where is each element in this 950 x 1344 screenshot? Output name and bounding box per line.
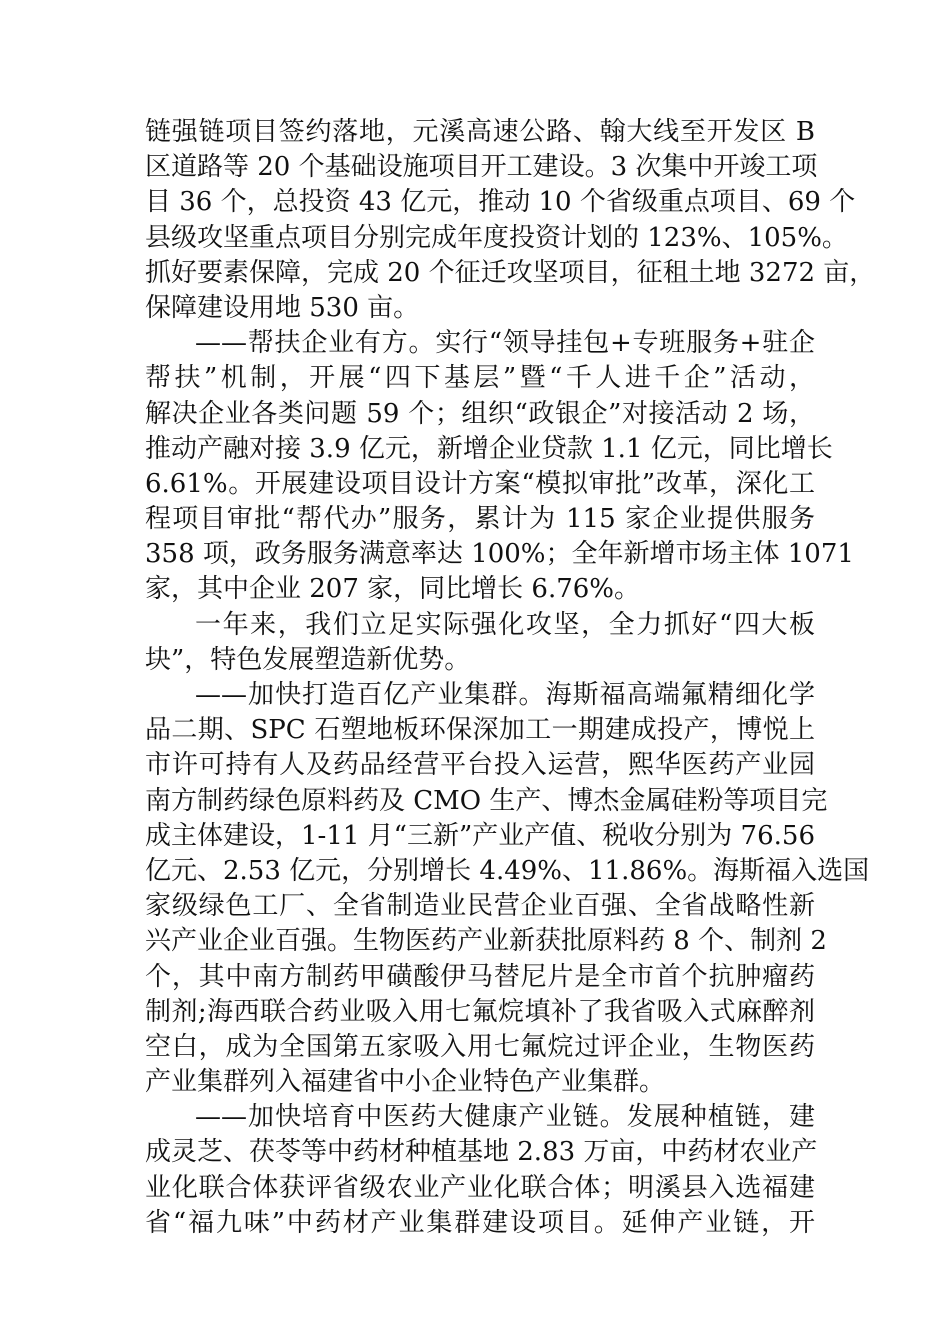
- text-line: 产业集群列入福建省中小企业特色产业集群。: [145, 1067, 666, 1098]
- text-line: 保障建设用地 530 亩。: [145, 292, 420, 323]
- text-line: 帮扶”机制，开展“四下基层”暨“千人进千企”活动，: [145, 363, 815, 394]
- text-line: 亿元、2.53 亿元，分别增长 4.49%、11.86%。海斯福入选国: [145, 855, 870, 886]
- text-line: 链强链项目签约落地，元溪高速公路、翰大线至开发区 B: [145, 117, 815, 147]
- text-line: 兴产业企业百强。生物医药产业新获批原料药 8 个、制剂 2: [145, 926, 827, 957]
- text-line: 县级攻坚重点项目分别完成年度投资计划的 123%、105%。: [145, 222, 848, 253]
- text-line: 品二期、SPC 石塑地板环保深加工一期建成投产，博悦上: [145, 715, 815, 746]
- text-line: 省“福九味”中药材产业集群建设项目。延伸产业链，开: [145, 1207, 815, 1238]
- body-text: [145, 115, 876, 1241]
- text-line: 一年来，我们立足实际强化攻坚，全力抓好“四大板: [195, 609, 815, 640]
- text-line: 成灵芝、茯苓等中药材种植基地 2.83 万亩，中药材农业产: [145, 1137, 818, 1168]
- text-line: 区道路等 20 个基础设施项目开工建设。3 次集中开竣工项: [145, 152, 818, 183]
- text-line: ——加快打造百亿产业集群。海斯福高端氟精细化学: [195, 680, 815, 710]
- text-line: 市许可持有人及药品经营平台投入运营，熙华医药产业园: [145, 750, 815, 781]
- text-line: 空白，成为全国第五家吸入用七氟烷过评企业，生物医药: [145, 1031, 815, 1062]
- text-line: 块”，特色发展塑造新优势。: [145, 644, 471, 675]
- text-line: 家级绿色工厂、全省制造业民营企业百强、全省战略性新: [145, 891, 815, 922]
- text-line: 程项目审批“帮代办”服务，累计为 115 家企业提供服务: [145, 504, 815, 535]
- text-line: ——加快培育中医药大健康产业链。发展种植链，建: [195, 1102, 815, 1133]
- text-line: 南方制药绿色原料药及 CMO 生产、博杰金属硅粉等项目完: [145, 785, 828, 816]
- text-line: 358 项，政务服务满意率达 100%；全年新增市场主体 1071: [145, 539, 854, 570]
- text-line: 制剂;海西联合药业吸入用七氟烷填补了我省吸入式麻醉剂: [145, 996, 815, 1027]
- text-line: 解决企业各类问题 59 个；组织“政银企”对接活动 2 场，: [145, 398, 815, 429]
- text-line: 推动产融对接 3.9 亿元，新增企业贷款 1.1 亿元，同比增长: [145, 433, 833, 464]
- text-line: 6.61%。开展建设项目设计方案“模拟审批”改革，深化工: [145, 468, 815, 499]
- text-line: 抓好要素保障，完成 20 个征迁攻坚项目，征租土地 3272 亩，: [145, 257, 876, 288]
- text-line: 业化联合体获评省级农业产业化联合体；明溪县入选福建: [145, 1172, 815, 1203]
- text-line: ——帮扶企业有方。实行“领导挂包+专班服务+驻企: [195, 328, 815, 359]
- text-line: 成主体建设，1-11 月“三新”产业产值、税收分别为 76.56: [145, 820, 815, 851]
- text-line: 目 36 个，总投资 43 亿元，推动 10 个省级重点项目、69 个: [145, 187, 856, 218]
- text-line: 家，其中企业 207 家，同比增长 6.76%。: [145, 574, 641, 605]
- text-line: 个，其中南方制药甲磺酸伊马替尼片是全市首个抗肿瘤药: [145, 961, 815, 992]
